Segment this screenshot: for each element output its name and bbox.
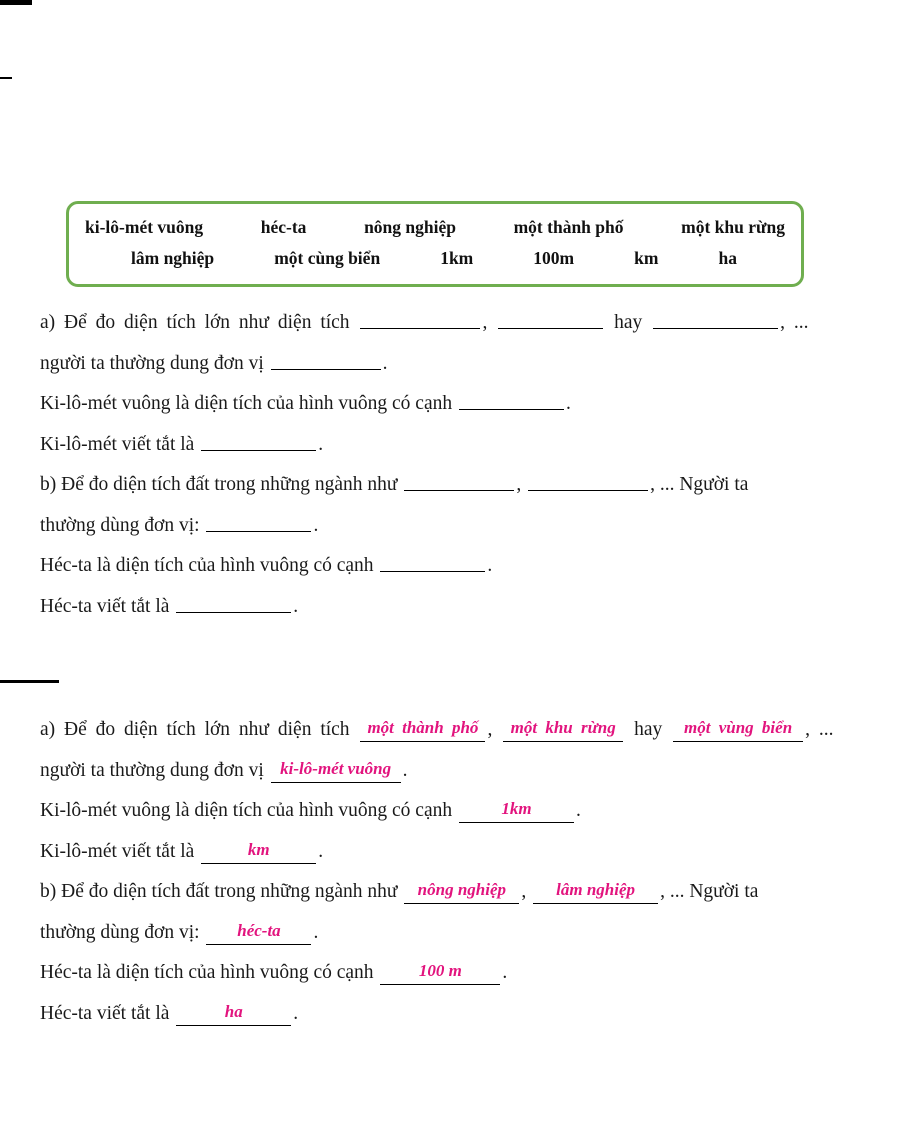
answer-blank — [201, 841, 316, 864]
question-line-a4 — [40, 425, 874, 466]
fill-blank — [271, 353, 381, 370]
line-text: , ... Người ta — [650, 474, 749, 495]
line-text: . — [382, 352, 388, 374]
answer-blank — [176, 1003, 291, 1026]
heading-underline-fragment-middle — [0, 77, 12, 79]
line-text: Ki-lô-mét viết tắt là — [40, 433, 195, 455]
line-text: người ta thường dung đơn vị — [40, 352, 264, 374]
answer-text: một khu rừng — [510, 718, 616, 737]
line-text: . — [293, 1002, 299, 1024]
line-text: . — [502, 962, 508, 983]
line-text: thường dùng đơn vị: — [40, 514, 200, 536]
word-bank-item: 100m — [533, 248, 575, 268]
fill-blank — [380, 555, 485, 572]
answer-text: một thành phố — [367, 718, 479, 737]
answer-line-b1 — [40, 872, 874, 913]
line-text: , ... — [805, 719, 834, 740]
line-text: Héc-ta là diện tích của hình vuông có cạnh — [40, 962, 374, 983]
line-text: Ki-lô-mét vuông là diện tích của hình vuông có cạnh — [40, 393, 453, 414]
line-text: b) Để đo diện tích đất trong những ngành như — [40, 474, 398, 495]
line-text: Héc-ta là diện tích của hình vuông có cạnh — [40, 555, 374, 576]
line-text: thường dùng đơn vị: — [40, 921, 200, 943]
word-bank-item: lâm nghiệp — [131, 248, 215, 268]
answer-section — [40, 710, 874, 1034]
line-text: Ki-lô-mét viết tắt là — [40, 840, 195, 862]
word-bank-item: một khu rừng — [681, 217, 785, 237]
line-text: . — [487, 555, 493, 576]
word-bank-item: ha — [718, 248, 737, 268]
answer-blank — [503, 719, 623, 742]
line-text: , — [516, 474, 522, 495]
answer-line-b4 — [40, 994, 874, 1035]
line-text: hay — [634, 719, 663, 740]
line-text: , — [487, 719, 493, 740]
line-text: hay — [614, 312, 643, 333]
question-line-b3 — [40, 546, 874, 587]
word-bank-item: một cùng biển — [274, 248, 381, 268]
answer-line-a2 — [40, 751, 874, 792]
answer-blank — [360, 719, 485, 742]
answer-text: 1km — [501, 799, 532, 818]
answer-blank — [459, 800, 574, 823]
word-bank-row-2 — [85, 243, 785, 274]
answer-blank — [380, 962, 500, 985]
word-bank-box — [66, 201, 804, 287]
line-text: , ... — [780, 312, 809, 333]
line-text: người ta thường dung đơn vị — [40, 759, 264, 781]
line-text: . — [402, 759, 408, 781]
line-text: . — [313, 514, 319, 536]
answer-blank — [271, 760, 401, 783]
question-line-b4 — [40, 587, 874, 628]
word-bank-row-1 — [85, 212, 785, 243]
question-section — [40, 303, 874, 627]
line-text: Héc-ta viết tắt là — [40, 1002, 170, 1024]
fill-blank — [201, 434, 316, 451]
answer-text: nông nghiệp — [417, 880, 506, 899]
question-line-a2 — [40, 344, 874, 385]
word-bank-item: nông nghiệp — [364, 217, 456, 237]
answer-text: km — [247, 839, 270, 859]
line-text: a) Để đo diện tích lớn như diện tích — [40, 312, 350, 333]
fill-blank — [653, 312, 778, 329]
word-bank-item: km — [634, 248, 659, 268]
word-bank-item: một thành phố — [513, 217, 624, 237]
answer-line-a4 — [40, 832, 874, 873]
answer-blank — [404, 881, 519, 904]
answer-text: héc-ta — [237, 920, 281, 940]
word-bank-item: héc-ta — [260, 217, 307, 237]
line-text: , — [521, 881, 527, 902]
answer-text: một vùng biển — [684, 718, 793, 737]
answer-blank — [533, 881, 658, 904]
answer-line-a3 — [40, 791, 874, 832]
line-text: b) Để đo diện tích đất trong những ngành như — [40, 881, 398, 902]
answer-blank — [206, 922, 311, 945]
word-bank-item: 1km — [440, 248, 474, 268]
fill-blank — [360, 312, 480, 329]
line-text: . — [293, 595, 299, 617]
word-bank-item: ki-lô-mét vuông — [85, 217, 204, 237]
heading-underline-fragment-top — [0, 0, 32, 5]
line-text: . — [575, 800, 581, 821]
answer-line-a1 — [40, 710, 874, 751]
fill-blank — [528, 474, 648, 491]
line-text: , — [482, 312, 488, 333]
line-text: , ... Người ta — [660, 881, 759, 902]
answer-section-heading-fragment — [0, 680, 59, 683]
line-text: a) Để đo diện tích lớn như diện tích — [40, 719, 350, 740]
answer-line-b2 — [40, 913, 874, 954]
line-text: . — [565, 393, 571, 414]
question-line-a1 — [40, 303, 874, 344]
fill-blank — [176, 596, 291, 613]
fill-blank — [206, 515, 311, 532]
answer-text: lâm nghiệp — [556, 880, 636, 899]
question-line-a3 — [40, 384, 874, 425]
question-line-b2 — [40, 506, 874, 547]
line-text: . — [313, 921, 319, 943]
answer-text: ha — [224, 1001, 243, 1021]
fill-blank — [404, 474, 514, 491]
line-text: . — [318, 840, 324, 862]
answer-text: 100 m — [418, 961, 462, 980]
line-text: Héc-ta viết tắt là — [40, 595, 170, 617]
answer-line-b3 — [40, 953, 874, 994]
line-text: . — [318, 433, 324, 455]
line-text: Ki-lô-mét vuông là diện tích của hình vuông có cạnh — [40, 800, 453, 821]
answer-text: ki-lô-mét vuông — [280, 758, 392, 778]
question-line-b1 — [40, 465, 874, 506]
fill-blank — [459, 393, 564, 410]
fill-blank — [498, 312, 603, 329]
answer-blank — [673, 719, 803, 742]
